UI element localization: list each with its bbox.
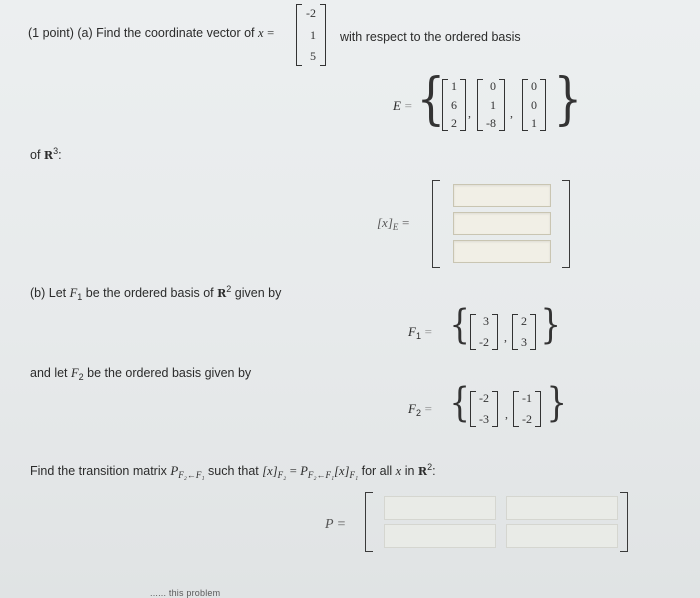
xE-left-bracket (432, 180, 440, 268)
P-right-bracket (620, 492, 628, 552)
E-left-brace: { (416, 67, 446, 132)
x-entry-2: 1 (310, 27, 316, 42)
points-label: (1 point) (28, 26, 74, 40)
F2-left-brace: { (449, 380, 470, 426)
xE-input-1[interactable] (453, 184, 551, 207)
F2-vector-2: -1 -2 (513, 391, 541, 427)
F2-right-brace: } (546, 380, 567, 426)
P-input-21[interactable] (384, 524, 496, 548)
part-b-and-let: and let $F_2$ be the ordered basis given by (30, 366, 252, 382)
xE-input-2[interactable] (453, 212, 551, 235)
part-a-text: (a) Find the coordinate vector of (77, 26, 255, 40)
P-input-11[interactable] (384, 496, 496, 520)
P-left-bracket (365, 492, 373, 552)
x-vector (296, 4, 326, 66)
P-label: P = (325, 517, 346, 532)
part-b-prompt: (b) Let $F_1$ be the ordered basis of $R^2$ given by (30, 284, 282, 302)
xE-right-bracket (562, 180, 570, 268)
x-symbol: x (258, 26, 264, 40)
part-a-prompt (28, 26, 274, 41)
P-input-22[interactable] (506, 524, 618, 548)
F2-label: $F_2$ = (408, 401, 432, 418)
transition-prompt: Find the transition matrix $P_{F_2\leftarrow F_1}$ such that $[x]_{F_2} = P_{F_2\leftarrow F_1}[x]_{F_1}$ for all x in $R^2$: (30, 462, 436, 480)
F1-label: $F_1$ = (408, 324, 432, 341)
of-R3: of $R^3$: (30, 146, 62, 162)
basis-phrase: with respect to the ordered basis (340, 30, 521, 44)
equals-sign: = (267, 26, 275, 40)
x-entry-1: -2 (306, 6, 316, 20)
E-label: E = (393, 98, 412, 113)
xE-label: $[x]_E$ = (377, 215, 410, 232)
F1-vector-1: 3 -2 (470, 314, 498, 350)
F1-right-brace: } (540, 302, 561, 348)
F1-vector-2: 2 3 (512, 314, 536, 350)
xE-input-3[interactable] (453, 240, 551, 263)
E-vector-2: 0 1 -8 (477, 79, 505, 131)
x-entry-3: 5 (310, 49, 316, 63)
F2-vector-1: -2 -3 (470, 391, 498, 427)
E-right-brace: } (553, 67, 583, 132)
P-input-12[interactable] (506, 496, 618, 520)
F1-left-brace: { (449, 302, 470, 348)
bottom-cutoff-text: ...... this problem (150, 588, 221, 598)
E-vector-1: 1 6 2 (442, 79, 466, 131)
E-vector-3: 0 0 1 (522, 79, 546, 131)
